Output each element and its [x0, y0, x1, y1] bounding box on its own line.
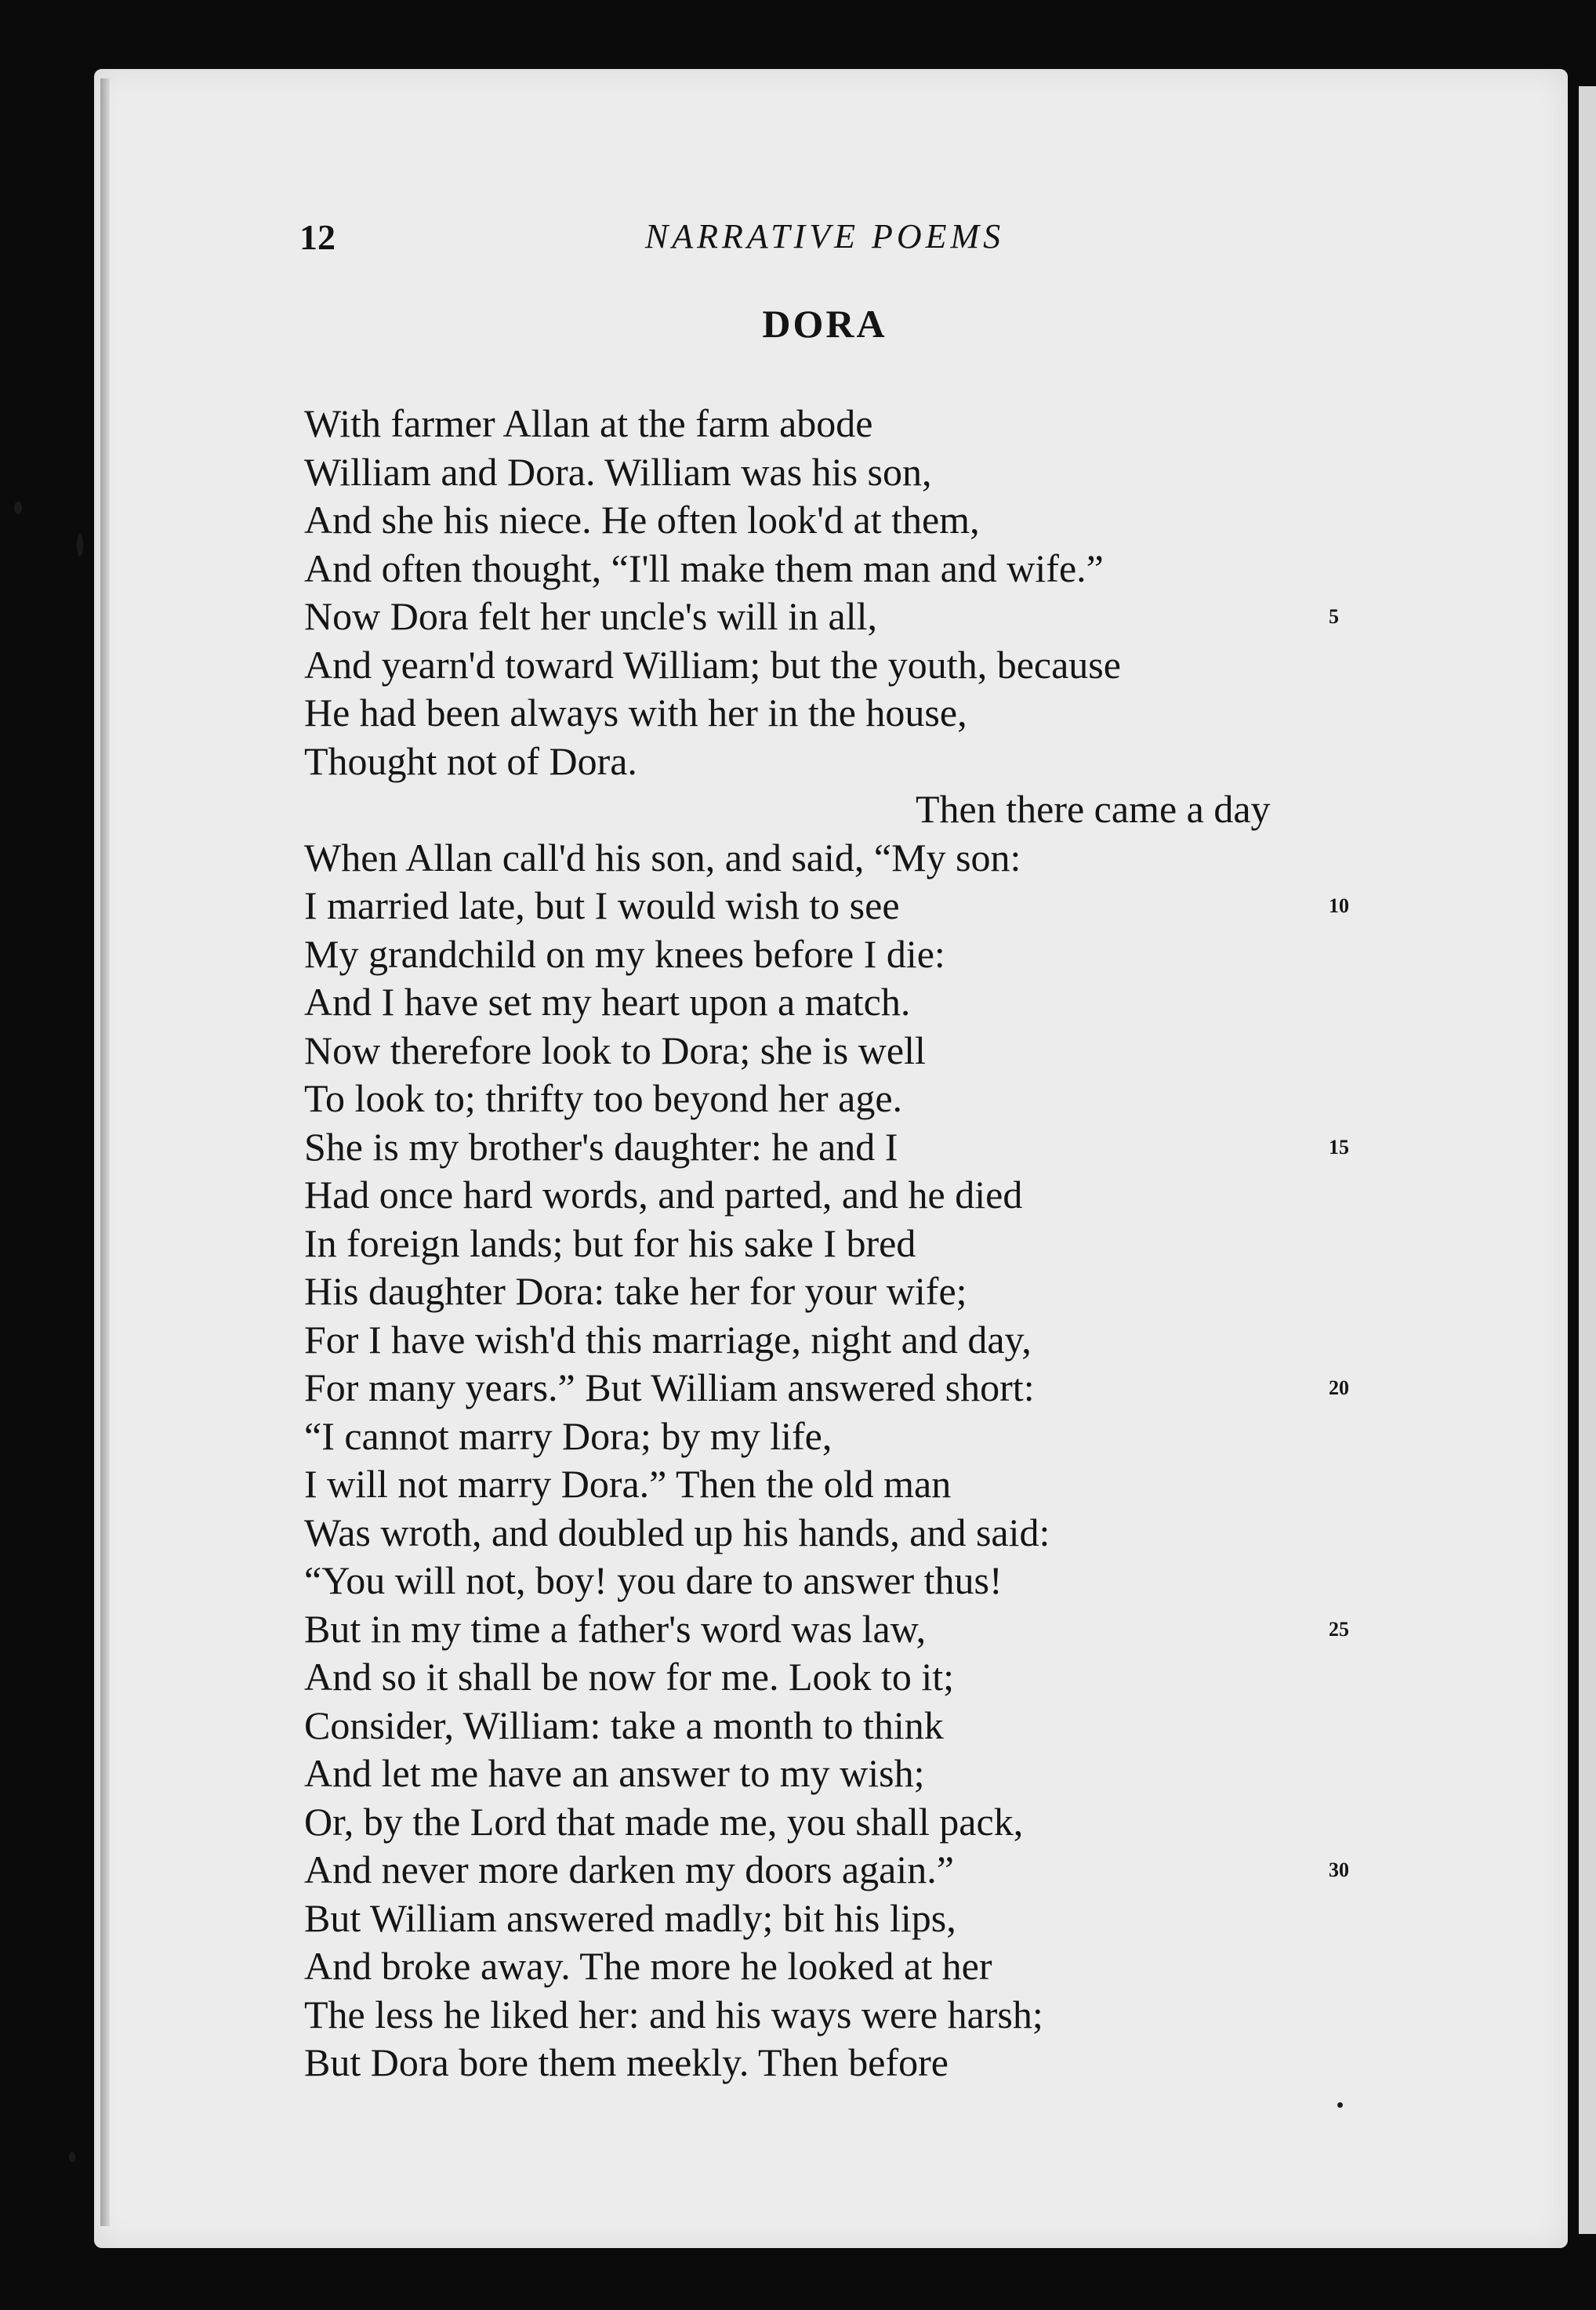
page-binding-edge [100, 78, 110, 2226]
poem-line-text: I married late, but I would wish to see [304, 883, 900, 927]
poem-line-text: My grandchild on my knees before I die: [304, 931, 945, 976]
poem-line-text: She is my brother's daughter: he and I [304, 1124, 898, 1169]
poem-line-text: Now therefore look to Dora; she is well [304, 1028, 926, 1072]
poem-line-text: And broke away. The more he looked at her [304, 1944, 992, 1988]
poem-line [304, 1942, 1370, 1991]
poem-line [304, 1220, 1370, 1268]
poem-line [304, 1509, 1370, 1558]
poem-line [304, 2039, 1370, 2087]
adjacent-page-edge [1579, 86, 1596, 2234]
poem-line-text: And yearn'd toward William; but the youth, because [304, 642, 1121, 687]
poem-line [304, 882, 1370, 930]
poem-line-text: And she his niece. He often look'd at them, [304, 498, 980, 542]
poem-line [304, 496, 1370, 545]
poem-line-text: For many years.” But William answered short: [304, 1365, 1035, 1409]
poem-line [304, 1075, 1370, 1123]
poem-line-text: And I have set my heart upon a match. [304, 980, 911, 1024]
poem-line-text: The less he liked her: and his ways were harsh; [304, 1992, 1043, 2036]
scan-speck [1337, 2102, 1343, 2108]
poem-line [304, 1267, 1370, 1316]
poem-line [304, 641, 1370, 690]
poem-line [304, 1798, 1370, 1847]
poem-line-text: Consider, William: take a month to think [304, 1703, 944, 1747]
poem-line-text: To look to; thrifty too beyond her age. [304, 1076, 903, 1120]
poem-line-text: But William answered madly; bit his lips, [304, 1895, 956, 1940]
poem-line [304, 1750, 1370, 1798]
poem-line-text: His daughter Dora: take her for your wife; [304, 1269, 967, 1313]
poem-line [304, 1316, 1370, 1365]
poem-line [304, 448, 1370, 497]
page-header [299, 216, 1350, 271]
poem-line [304, 1123, 1370, 1172]
poem-line-text: For I have wish'd this marriage, night and day, [304, 1317, 1032, 1362]
poem-line [304, 1605, 1370, 1654]
poem-line [304, 1364, 1370, 1412]
poem-line [304, 978, 1370, 1027]
poem-line-text: With farmer Allan at the farm abode [304, 401, 873, 445]
poem-line [304, 1991, 1370, 2040]
poem-line [304, 593, 1370, 641]
poem-line-text: Was wroth, and doubled up his hands, and said: [304, 1510, 1050, 1554]
poem-line-text: And so it shall be now for me. Look to it; [304, 1655, 955, 1699]
poem-line [304, 1460, 1370, 1509]
scan-speck [14, 502, 22, 514]
poem-line-text: Then there came a day [916, 787, 1271, 831]
poem-line [304, 689, 1370, 738]
poem-line-text: “I cannot marry Dora; by my life, [304, 1413, 832, 1458]
scan-speck [77, 533, 83, 557]
scan-speck [69, 2152, 75, 2163]
poem-line-text: “You will not, boy! you dare to answer thus! [304, 1558, 1003, 1602]
poem-line [304, 930, 1370, 979]
poem-line-text: He had been always with her in the house, [304, 691, 967, 734]
line-number: 10 [1329, 894, 1349, 917]
poem-line-text: Had once hard words, and parted, and he died [304, 1173, 1023, 1217]
poem-line [304, 785, 1370, 834]
line-number: 30 [1329, 1859, 1349, 1881]
poem-line [304, 738, 1370, 786]
poem-body [304, 400, 1370, 2087]
poem-line-text: When Allan call'd his son, and said, “My son: [304, 835, 1021, 879]
poem-line-text: In foreign lands; but for his sake I bred [304, 1220, 916, 1265]
poem-line [304, 1557, 1370, 1605]
poem-line [304, 1895, 1370, 1943]
poem-line [304, 545, 1370, 593]
poem-line [304, 1171, 1370, 1220]
poem-title: DORA [762, 302, 887, 346]
running-head: NARRATIVE POEMS [644, 217, 1005, 256]
poem-line [304, 1702, 1370, 1750]
poem-line-text: And often thought, “I'll make them man and wife.” [304, 546, 1104, 590]
poem-line-text: I will not marry Dora.” Then the old man [304, 1462, 952, 1506]
poem-line-text: And let me have an answer to my wish; [304, 1751, 925, 1795]
poem-line-text: Now Dora felt her uncle's will in all, [304, 594, 878, 638]
poem-line-text: And never more darken my doors again.” [304, 1848, 954, 1891]
poem-line [304, 1412, 1370, 1461]
poem-line-text: Thought not of Dora. [304, 738, 637, 783]
poem-line-text: But in my time a father's word was law, [304, 1606, 927, 1651]
page-number: 12 [299, 217, 336, 257]
poem-line-text: Or, by the Lord that made me, you shall pack, [304, 1799, 1024, 1844]
line-number: 25 [1329, 1617, 1349, 1641]
poem-line [304, 1653, 1370, 1702]
line-number: 20 [1329, 1376, 1349, 1399]
poem-line-text: But Dora bore them meekly. Then before [304, 2040, 949, 2084]
line-number: 5 [1329, 605, 1339, 628]
poem-line-text: William and Dora. William was his son, [304, 449, 932, 494]
poem-line [304, 834, 1370, 883]
poem-line [304, 1027, 1370, 1075]
poem-line [304, 400, 1370, 448]
poem-line [304, 1846, 1370, 1895]
line-number: 15 [1329, 1135, 1349, 1159]
